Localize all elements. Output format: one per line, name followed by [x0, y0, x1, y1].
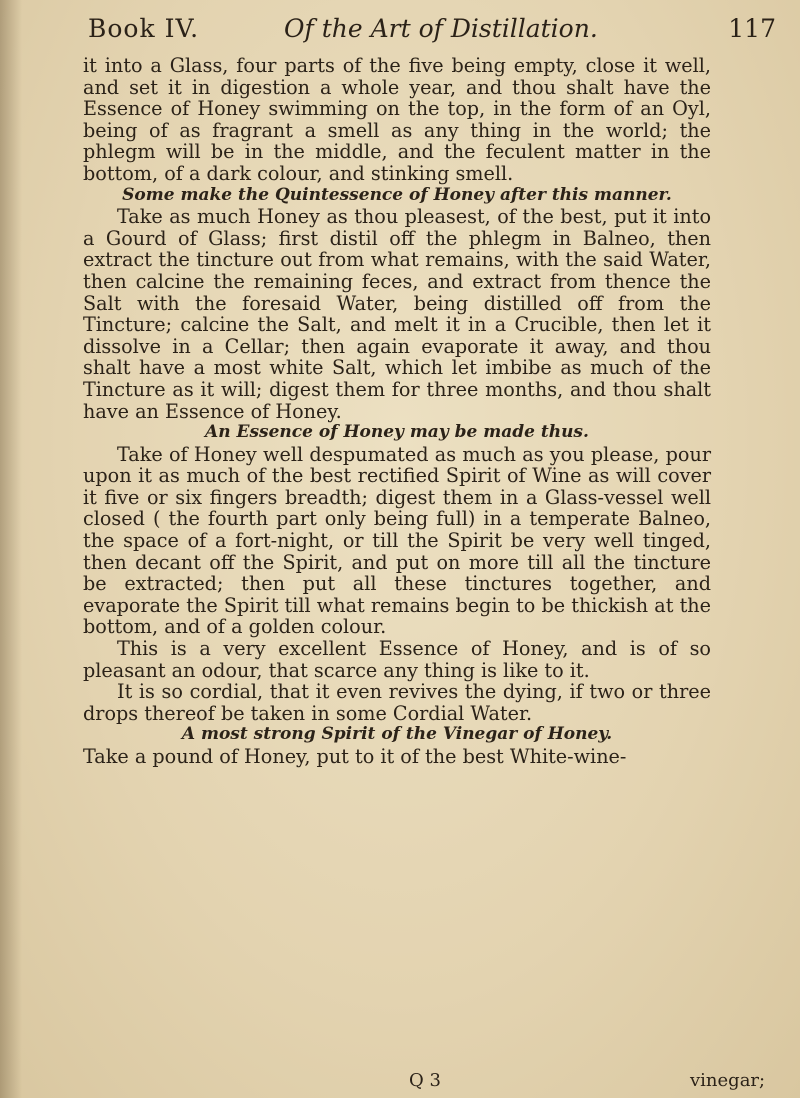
running-title: Of the Art of Distillation. [284, 14, 598, 43]
catchword: vinegar; [690, 1070, 766, 1091]
paragraph-excellent: This is a very excellent Essence of Honey, and is of so pleasant an odour, that scarce any thing is like to it. [83, 637, 711, 682]
paragraph-essence: Take of Honey well despumated as much as you please, pour upon it as much of the best rectified Spirit of Wine as will cover it five or six fingers breadth; digest them in a Glass-vessel well closed ( the fourth part only being full) in a temperate Balneo, the space of a fort-night, or till the Spirit be very well tinged, then decant off the Spirit, and put on more till all the tincture be extracted; then put all these tinctures together, and evaporate the Spirit till what remains begin to be thickish at the bottom, and of a golden colour. [83, 442, 711, 639]
signature-mark: Q 3 [409, 1070, 441, 1091]
paragraph-vinegar-start: Take a pound of Honey, put to it of the best White-wine- [83, 745, 627, 768]
section-heading-essence: An Essence of Honey may be made thus. [205, 422, 589, 443]
running-head [88, 10, 790, 54]
page-gutter-shadow [0, 0, 22, 1098]
section-heading-vinegar-spirit: A most strong Spirit of the Vinegar of Honey. [181, 724, 613, 745]
paragraph-cordial: It is so cordial, that it even revives the dying, if two or three drops thereof be taken in some Cordial Water. [83, 680, 711, 725]
paragraph-continued: it into a Glass, four parts of the five being empty, close it well, and set it in digestion a whole year, and thou shalt have the Essence of Honey swimming on the top, in the form of an Oyl, being of as fragrant a smell as any thing in the world; the phlegm will be in the middle, and the feculent matter in the bottom, of a dark colour, and stinking smell. [83, 54, 711, 185]
section-heading-quintessence: Some make the Quintessence of Honey after this manner. [122, 184, 672, 205]
book-number: Book IV. [88, 14, 200, 43]
body-text [83, 55, 711, 768]
page-number: 117 [728, 14, 776, 43]
paragraph-quintessence: Take as much Honey as thou pleasest, of the best, put it into a Gourd of Glass; first distil off the phlegm in Balneo, then extract the tincture out from what remains, with the said Water, then calcine the remaining feces, and extract from thence the Salt with the foresaid Water, being distilled off from the Tincture; calcine the Salt, and melt it in a Crucible, then let it dissolve in a Cellar; then again evaporate it away, and thou shalt have a most white Salt, which let imbibe as much of the Tincture as it will; digest them for three months, and thou shalt have an Essence of Honey. [83, 205, 711, 423]
